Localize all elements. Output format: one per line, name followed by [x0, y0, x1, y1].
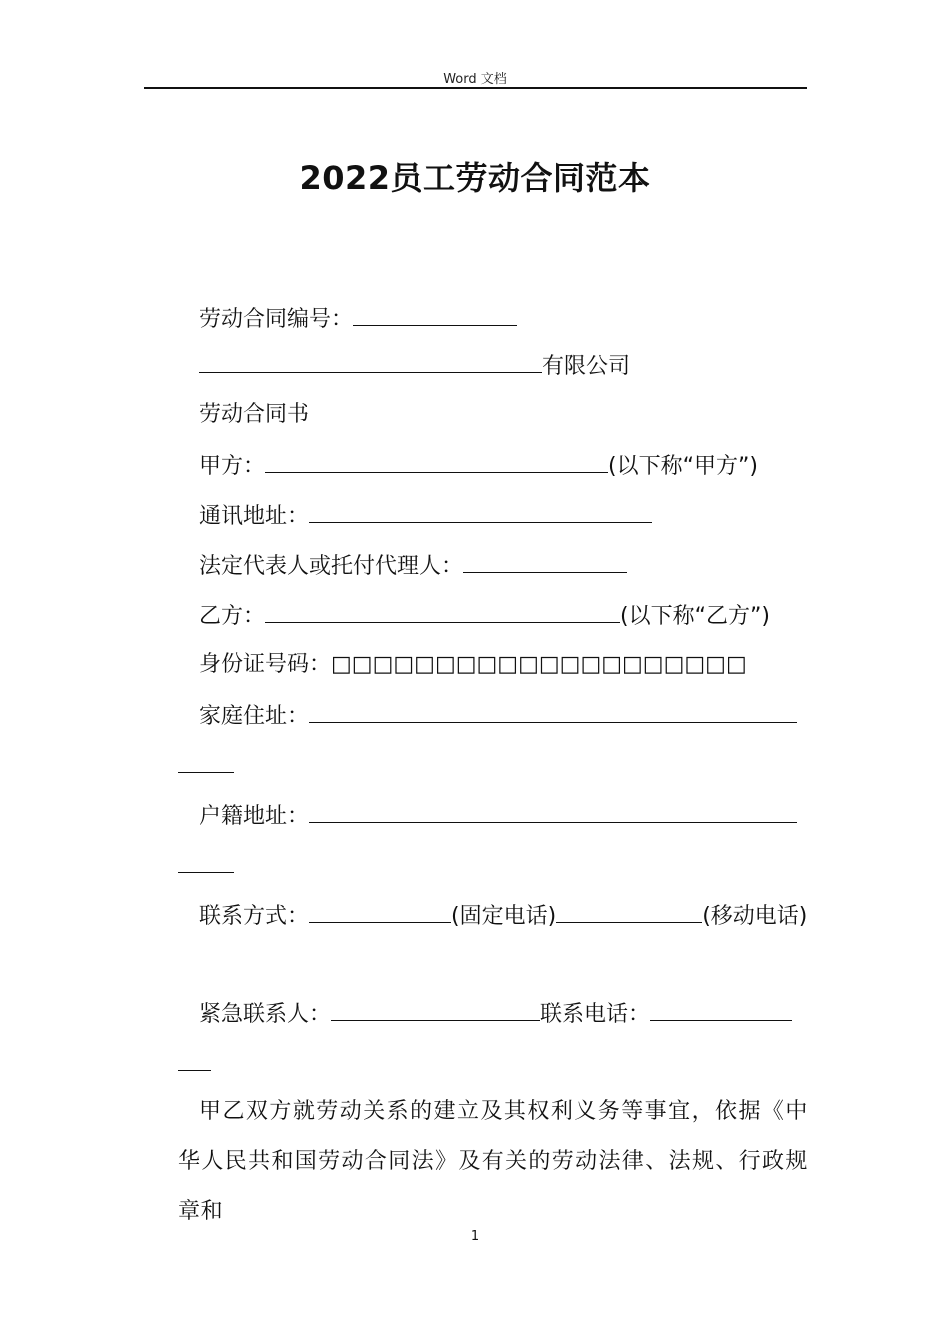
page-number: 1 [470, 1229, 480, 1244]
landline-blank[interactable] [309, 900, 451, 923]
party-b-blank[interactable] [265, 600, 620, 623]
representative-blank[interactable] [463, 550, 627, 573]
page-header-label: Word 文档 [443, 72, 507, 87]
home-address-blank[interactable] [309, 700, 797, 723]
mobile-blank[interactable] [556, 900, 702, 923]
contact-label: 联系方式： [199, 904, 310, 929]
party-a-suffix: (以下称“甲方”) [608, 454, 758, 479]
emergency-contact-label: 紧急联系人： [199, 1002, 332, 1027]
representative-label: 法定代表人或托付代理人： [199, 554, 464, 579]
household-address-blank[interactable] [309, 800, 797, 823]
id-number-boxes[interactable]: □□□□□□□□□□□□□□□□□□□□ [331, 652, 747, 677]
home-address-continuation [178, 750, 808, 782]
contract-number-line [178, 303, 829, 335]
household-address-continuation [178, 850, 808, 882]
household-address-label: 户籍地址： [199, 804, 310, 829]
party-a-blank[interactable] [265, 450, 608, 473]
home-address-blank-continued[interactable] [178, 750, 234, 773]
party-b-suffix: (以下称“乙方”) [620, 604, 770, 629]
company-line [178, 350, 829, 382]
company-suffix: 有限公司 [542, 354, 631, 379]
contract-book-title: 劳动合同书 [199, 402, 310, 427]
household-address-blank-continued[interactable] [178, 850, 234, 873]
landline-label: (固定电话) [451, 904, 557, 929]
emergency-phone-blank-continued[interactable] [178, 1048, 211, 1071]
contact-line [178, 900, 829, 932]
emergency-contact-blank[interactable] [331, 998, 540, 1021]
id-number-line [178, 650, 829, 680]
contract-number-blank[interactable] [353, 303, 517, 326]
party-b-label: 乙方： [199, 604, 266, 629]
body-paragraph: 甲乙双方就劳动关系的建立及其权利义务等事宜，依据《中华人民共和国劳动合同法》及有关的劳动法律、法规、行政规章和 [178, 1099, 808, 1224]
contract-number-label: 劳动合同编号： [199, 307, 354, 332]
representative-line [178, 550, 829, 582]
home-address-label: 家庭住址： [199, 704, 310, 729]
mobile-label: (移动电话) [702, 904, 808, 929]
home-address-line [178, 700, 829, 732]
document-title: 2022员工劳动合同范本 [299, 159, 651, 197]
company-name-blank[interactable] [199, 350, 542, 373]
party-a-line [178, 450, 829, 482]
emergency-contact-line [178, 998, 829, 1030]
id-number-label: 身份证号码： [199, 652, 332, 677]
header-rule [144, 87, 807, 89]
address-line [178, 500, 829, 532]
address-label: 通讯地址： [199, 504, 310, 529]
emergency-phone-label: 联系电话： [540, 1002, 651, 1027]
emergency-phone-continuation [178, 1048, 808, 1080]
address-blank[interactable] [309, 500, 652, 523]
party-a-label: 甲方： [199, 454, 266, 479]
party-b-line [178, 600, 829, 632]
household-address-line [178, 800, 829, 832]
emergency-phone-blank[interactable] [650, 998, 792, 1021]
